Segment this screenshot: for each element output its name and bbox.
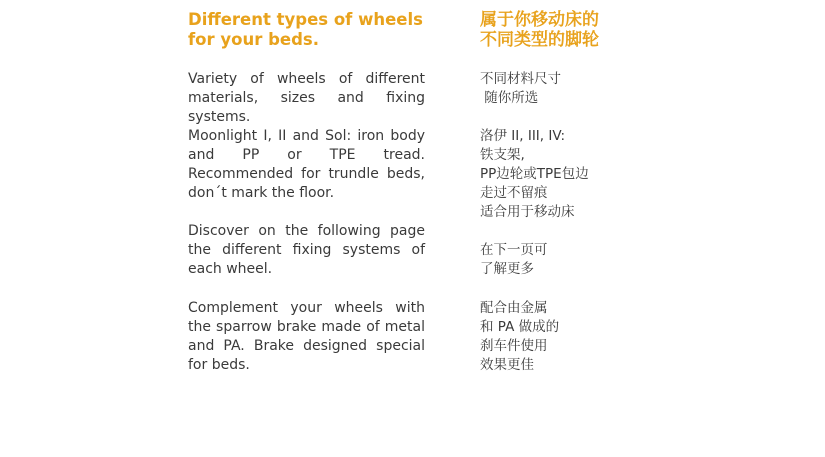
chinese-paragraph-moonlight — [480, 127, 700, 222]
chinese-paragraph-complement — [480, 299, 700, 375]
chinese-line: 适合用于移动床 — [480, 204, 575, 220]
chinese-line: 走过不留痕 — [480, 185, 548, 201]
chinese-line: PP边轮或TPE包边 — [480, 166, 589, 182]
chinese-line: 不同材料尺寸 — [480, 71, 561, 87]
chinese-paragraph-discover — [480, 241, 700, 279]
english-title-line-2: for your beds. — [188, 30, 320, 49]
english-paragraph-variety: Variety of wheels of different materials, sizes and fixing systems. — [188, 71, 425, 125]
english-paragraph-complement: Complement your wheels with the sparrow brake made of metal and PA. Brake designed special for beds. — [188, 300, 425, 373]
chinese-title-line-1: 属于你移动床的 — [480, 10, 599, 30]
english-column — [188, 10, 425, 373]
chinese-line: 铁支架, — [480, 147, 525, 163]
chinese-line: 在下一页可 — [480, 242, 548, 258]
english-paragraph-discover: Discover on the following page the different fixing systems of each wheel. — [188, 223, 425, 277]
english-title — [188, 10, 425, 50]
chinese-line: 了解更多 — [480, 261, 534, 277]
chinese-paragraph-variety — [480, 70, 700, 108]
chinese-title-line-2: 不同类型的脚轮 — [480, 30, 599, 50]
chinese-line: 配合由金属 — [480, 300, 548, 316]
chinese-title — [480, 10, 700, 50]
english-title-line-1: Different types of wheels — [188, 10, 423, 29]
chinese-line: 和 PA 做成的 — [480, 319, 560, 335]
chinese-column — [480, 10, 700, 373]
chinese-line: 随你所选 — [480, 90, 539, 106]
chinese-line: 效果更佳 — [480, 357, 534, 373]
chinese-line: 洛伊 II, III, IV: — [480, 128, 566, 144]
english-paragraph-moonlight: Moonlight I, II and Sol: iron body and PP or TPE tread. Recommended for trundle beds, don´t mark the floor. — [188, 128, 425, 201]
chinese-line: 刹车件使用 — [480, 338, 548, 354]
